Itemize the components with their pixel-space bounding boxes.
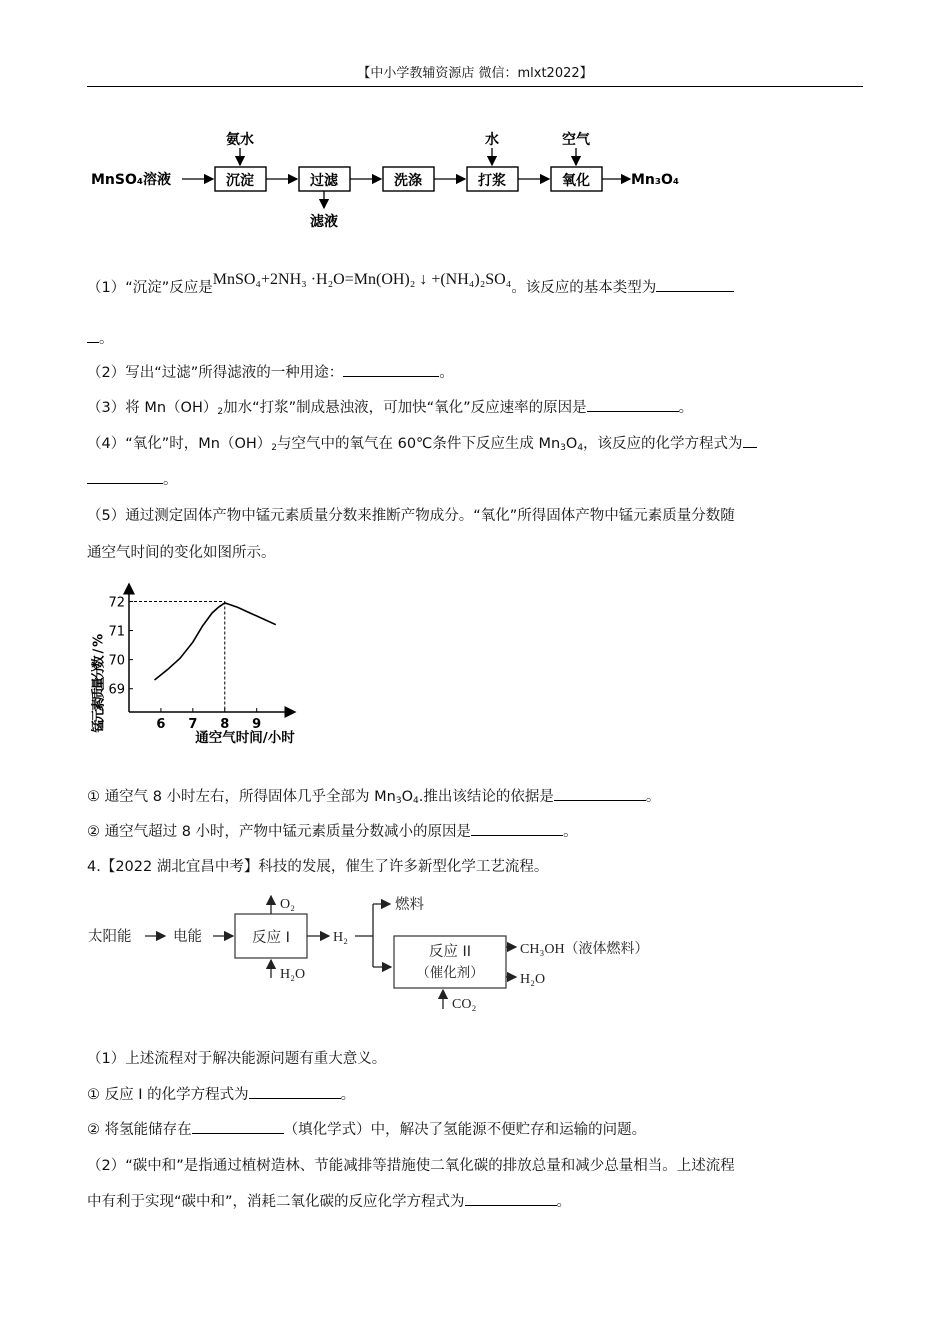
q5-sub1-end: 。 xyxy=(645,789,661,805)
item-4-heading: 4.【2022 湖北宜昌中考】科技的发展，催生了许多新型化学工艺流程。 xyxy=(87,859,549,875)
flow2-h2o-out: H₂O xyxy=(520,972,546,987)
question-5-line1: （5）通过测定固体产物中锰元素质量分数来推断产物成分。“氧化”所得固体产物中锰元素质量分数随 xyxy=(87,508,735,524)
item-4-p1: （1）上述流程对于解决能源问题有重大意义。 xyxy=(87,1051,387,1067)
q2-answer-blank[interactable] xyxy=(343,362,439,377)
q4-answer-blank[interactable] xyxy=(743,433,757,448)
q4-sub3: 4 xyxy=(577,443,584,453)
y-label-char-1: 元 xyxy=(91,708,107,722)
q1-answer-blank[interactable] xyxy=(656,277,734,292)
energy-flow-diagram xyxy=(85,886,685,1016)
q5-sub1-post: .推出该结论的依据是 xyxy=(418,789,554,805)
q3-pre: （3）将 Mn（OH） xyxy=(87,400,218,416)
q3-answer-blank[interactable] xyxy=(587,397,679,412)
flow2-solar: 太阳能 xyxy=(88,929,132,945)
q5-sub1-mid: O xyxy=(401,789,414,805)
q2-label: （2）写出“过滤”所得滤液的一种用途： xyxy=(87,365,344,381)
y-tick-label-2: 71 xyxy=(108,624,125,640)
flow2-fuel: 燃料 xyxy=(395,897,424,913)
step-filter: 过滤 xyxy=(310,173,338,189)
y-label-char-0: 锰 xyxy=(91,719,107,733)
q1-tail: 。该反应的基本类型为 xyxy=(511,280,657,296)
flow2-catalyst: （催化剂） xyxy=(416,965,484,981)
q4-mid2: O xyxy=(565,436,578,452)
flow2-h2: H₂ xyxy=(333,930,348,945)
q5-sub1-s1: 3 xyxy=(395,796,402,806)
question-5-sub2 xyxy=(87,820,578,841)
flow2-reaction1: 反应 I xyxy=(252,930,290,946)
q4-mid: 与空气中的氧气在 60℃条件下反应生成 Mn xyxy=(277,436,561,452)
q1-answer-blank-cont[interactable] xyxy=(87,328,99,343)
chart-series-line xyxy=(155,603,276,680)
item4-p1a-answer-blank[interactable] xyxy=(249,1084,341,1099)
process-flow-diagram xyxy=(85,120,705,235)
item4-p1b-post: （填化学式）中，解决了氢能源不便贮存和运输的问题。 xyxy=(283,1122,647,1138)
flow1-start: MnSO₄溶液 xyxy=(91,172,172,188)
q2-end: 。 xyxy=(439,365,454,381)
item4-p1b-pre: ② 将氢能储存在 xyxy=(87,1122,192,1138)
item4-p2-end: 。 xyxy=(556,1194,572,1210)
step-precipitate: 沉淀 xyxy=(226,173,254,189)
question-1 xyxy=(87,271,734,297)
q5-sub2-answer-blank[interactable] xyxy=(471,821,563,836)
flow2-ch3oh: CH₃OH（液体燃料） xyxy=(520,942,649,957)
input-air: 空气 xyxy=(562,132,590,148)
q4-end: 。 xyxy=(163,472,178,488)
question-3 xyxy=(87,396,693,417)
item4-p2-answer-blank[interactable] xyxy=(465,1191,557,1206)
q4-answer-blank-cont[interactable] xyxy=(87,469,163,484)
output-filtrate: 滤液 xyxy=(310,214,338,230)
question-4-cont xyxy=(87,468,178,489)
item-4-p1a xyxy=(87,1083,355,1104)
q5-sub1-s2: 4 xyxy=(413,796,419,806)
q5-sub1-answer-blank[interactable] xyxy=(554,786,646,801)
q5-sub1-pre: ① 通空气 8 小时左右，所得固体几乎全部为 Mn xyxy=(87,789,396,805)
input-water: 水 xyxy=(485,132,499,148)
x-tick-label-1: 7 xyxy=(188,717,198,732)
question-1-cont xyxy=(87,327,114,348)
step-slurry: 打浆 xyxy=(478,173,506,189)
question-4 xyxy=(87,432,757,453)
q1-label: （1）“沉淀”反应是 xyxy=(87,280,213,296)
flow2-electric: 电能 xyxy=(173,929,202,945)
q5-sub2-pre: ② 通空气超过 8 小时，产物中锰元素质量分数减小的原因是 xyxy=(87,824,472,840)
q1-equation: MnSO₄+2NH₃ ·H₂O=Mn(OH)₂ ↓ +(NH₄)₂SO₄ xyxy=(212,271,512,288)
x-tick-label-3: 9 xyxy=(252,717,262,732)
y-tick-label-3: 72 xyxy=(108,595,125,611)
item4-p1a-text: ① 反应 I 的化学方程式为 xyxy=(87,1087,249,1103)
item4-p1a-end: 。 xyxy=(340,1087,356,1103)
q4-post: ，该反应的化学方程式为 xyxy=(583,436,743,452)
step-oxidize: 氧化 xyxy=(562,173,590,189)
manganese-fraction-chart xyxy=(85,576,315,751)
question-5-line2: 通空气时间的变化如图所示。 xyxy=(87,545,276,561)
y-label-char-2: 素 xyxy=(91,698,107,712)
q3-end: 。 xyxy=(678,400,694,416)
y-label-char-8: % xyxy=(91,633,107,647)
y-label-char-3: 质 xyxy=(91,687,107,701)
item4-p2-text: 中有利于实现“碳中和”，消耗二氧化碳的反应化学方程式为 xyxy=(87,1194,465,1210)
item-4-p2-line2 xyxy=(87,1190,571,1211)
q4-sub: 2 xyxy=(271,443,277,453)
step-wash: 洗涤 xyxy=(394,173,422,189)
y-tick-label-0: 69 xyxy=(108,682,125,698)
header-rule xyxy=(87,86,863,87)
y-label-char-4: 量 xyxy=(91,676,107,690)
flow2-h2o-in: H₂O xyxy=(280,967,306,982)
y-label-char-5: 分 xyxy=(91,665,107,680)
chart-y-axis-label xyxy=(91,634,107,734)
q5-sub2-end: 。 xyxy=(563,824,578,840)
y-label-char-6: 数 xyxy=(91,655,107,669)
q3-post: 加水“打浆”制成悬浊液，可加快“氧化”反应速率的原因是 xyxy=(223,400,587,416)
flow1-product: Mn₃O₄ xyxy=(631,172,680,188)
q3-sub: 2 xyxy=(217,407,224,417)
chart-x-axis-label: 通空气时间/小时 xyxy=(195,730,295,746)
y-tick-label-1: 70 xyxy=(108,653,125,669)
q4-sub2: 3 xyxy=(560,443,566,453)
item-4-p1b xyxy=(87,1118,646,1139)
q1-end: 。 xyxy=(99,331,114,347)
y-label-char-7: / xyxy=(91,648,107,654)
flow2-co2: CO₂ xyxy=(452,997,477,1012)
question-2 xyxy=(87,361,454,382)
flow2-reaction2: 反应 II xyxy=(428,944,472,960)
question-5-sub1 xyxy=(87,785,660,806)
x-tick-label-0: 6 xyxy=(156,717,166,732)
page-header: 【中小学教辅资源店 微信：mlxt2022】 xyxy=(357,66,593,81)
x-tick-label-2: 8 xyxy=(220,717,230,732)
flow2-o2: O₂ xyxy=(280,897,295,912)
input-ammonia: 氨水 xyxy=(226,132,254,148)
item4-p1b-answer-blank[interactable] xyxy=(192,1119,284,1134)
item-4-p2-line1: （2）“碳中和”是指通过植树造林、节能减排等措施使二氧化碳的排放总量和减少总量相当。上述流程 xyxy=(87,1158,735,1174)
q4-pre: （4）“氧化”时，Mn（OH） xyxy=(87,436,272,452)
